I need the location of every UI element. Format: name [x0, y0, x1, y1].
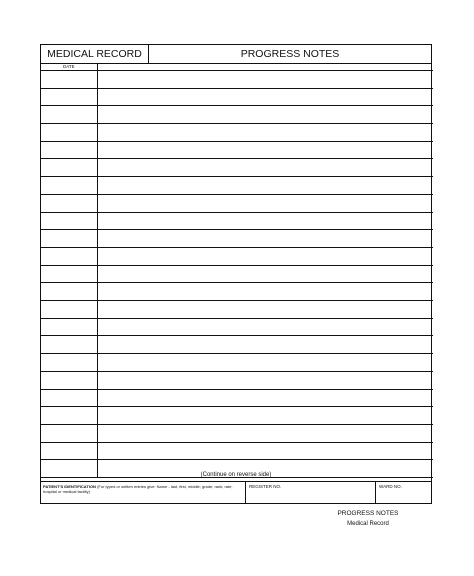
form-footer-subtitle: Medical Record	[347, 521, 389, 527]
note-line[interactable]	[41, 265, 433, 266]
continue-note: (Continue on reverse side)	[200, 472, 272, 478]
note-line[interactable]	[41, 212, 433, 213]
form-footer-title: PROGRESS NOTES	[337, 510, 399, 517]
note-line[interactable]	[41, 424, 433, 425]
identification-strip	[40, 482, 432, 504]
register-number-field[interactable]	[246, 482, 376, 504]
date-column-label: DATE	[63, 64, 75, 69]
patient-identification-instructions: (For typed or written entries give: Name - last, first, middle; grade; rank; rate; hospital or medical facility)	[43, 484, 233, 494]
form-header	[41, 45, 431, 64]
note-line[interactable]	[41, 229, 433, 230]
patient-identification-label: PATIENT'S IDENTIFICATION	[43, 484, 96, 489]
note-line[interactable]	[41, 300, 433, 301]
note-line[interactable]	[41, 123, 433, 124]
note-line[interactable]	[41, 442, 433, 443]
ward-number-field[interactable]	[376, 482, 431, 508]
note-line[interactable]	[41, 318, 433, 319]
note-line[interactable]	[41, 247, 433, 248]
note-line[interactable]	[41, 176, 433, 177]
ward-number-label: WARD NO.	[379, 484, 402, 489]
patient-identification-box[interactable]	[41, 482, 246, 504]
note-line[interactable]	[41, 105, 433, 106]
note-line[interactable]	[41, 88, 433, 89]
note-line[interactable]	[41, 141, 433, 142]
note-line[interactable]	[41, 194, 433, 195]
note-line[interactable]	[41, 406, 433, 407]
progress-notes-form	[40, 44, 432, 482]
note-line[interactable]	[41, 459, 433, 460]
note-line[interactable]	[41, 353, 433, 354]
date-column-divider	[97, 63, 98, 478]
note-line[interactable]	[41, 158, 433, 159]
register-number-label: REGISTER NO.	[249, 484, 282, 489]
note-line[interactable]	[41, 389, 433, 390]
note-line[interactable]	[41, 371, 433, 372]
progress-notes-title: PROGRESS NOTES	[240, 48, 340, 60]
note-line[interactable]	[41, 282, 433, 283]
note-line[interactable]	[41, 70, 433, 71]
note-line[interactable]	[41, 335, 433, 336]
medical-record-title: MEDICAL RECORD	[41, 45, 149, 63]
